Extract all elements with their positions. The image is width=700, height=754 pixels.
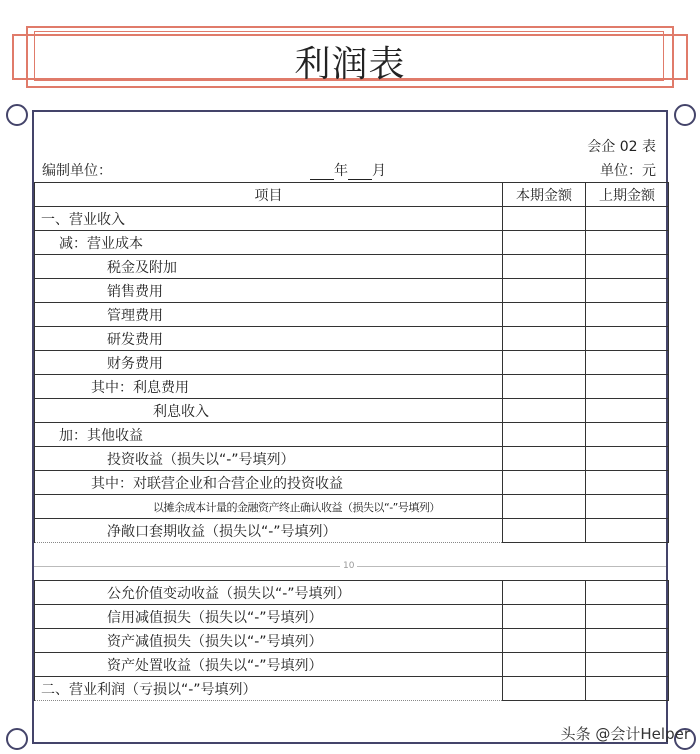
table-row <box>35 677 669 701</box>
row-item-label: 信用减值损失（损失以“-”号填列） <box>35 605 503 629</box>
previous-amount-cell[interactable] <box>586 581 669 605</box>
row-item-label: 公允价值变动收益（损失以“-”号填列） <box>35 581 503 605</box>
corner-ornament <box>6 104 28 126</box>
year-blank <box>310 165 334 180</box>
row-item-label: 二、营业利润（亏损以“-”号填列） <box>35 677 503 701</box>
previous-amount-cell[interactable] <box>586 255 669 279</box>
watermark: 头条 @会计Helper <box>560 725 690 743</box>
current-amount-cell[interactable] <box>503 327 586 351</box>
previous-amount-cell[interactable] <box>586 303 669 327</box>
page-number: 10 <box>340 561 357 571</box>
row-item-label: 其中：对联营企业和合营企业的投资收益 <box>35 471 503 495</box>
previous-amount-cell[interactable] <box>586 519 669 543</box>
row-item-label: 税金及附加 <box>35 255 503 279</box>
table-row <box>35 303 669 327</box>
current-amount-cell[interactable] <box>503 231 586 255</box>
row-item-label: 管理费用 <box>35 303 503 327</box>
current-amount-cell[interactable] <box>503 495 586 519</box>
table-row <box>35 629 669 653</box>
table-row <box>35 423 669 447</box>
current-amount-cell[interactable] <box>503 447 586 471</box>
year-label: 年 <box>334 163 348 179</box>
current-amount-cell[interactable] <box>503 207 586 231</box>
header-meta <box>42 160 656 180</box>
table-row <box>35 207 669 231</box>
current-amount-cell[interactable] <box>503 423 586 447</box>
row-item-label: 资产减值损失（损失以“-”号填列） <box>35 629 503 653</box>
org-label: 编制单位： <box>42 163 112 179</box>
month-blank <box>348 165 372 180</box>
row-item-label: 加：其他收益 <box>35 423 503 447</box>
current-amount-cell[interactable] <box>503 605 586 629</box>
table-row <box>35 231 669 255</box>
row-item-label: 销售费用 <box>35 279 503 303</box>
header-previous-amount: 上期金额 <box>586 183 669 207</box>
row-item-label: 利息收入 <box>35 399 503 423</box>
table-row <box>35 471 669 495</box>
table-row <box>35 399 669 423</box>
form-code: 会企 02 表 <box>587 139 656 155</box>
current-amount-cell[interactable] <box>503 255 586 279</box>
corner-ornament <box>6 728 28 750</box>
corner-ornament <box>674 104 696 126</box>
previous-amount-cell[interactable] <box>586 375 669 399</box>
table-row <box>35 519 669 543</box>
row-item-label: 一、营业收入 <box>35 207 503 231</box>
sheet-top-border <box>32 110 668 112</box>
previous-amount-cell[interactable] <box>586 231 669 255</box>
current-amount-cell[interactable] <box>503 519 586 543</box>
table-header-row <box>35 183 669 207</box>
income-statement-table <box>34 182 669 543</box>
previous-amount-cell[interactable] <box>586 447 669 471</box>
current-amount-cell[interactable] <box>503 471 586 495</box>
previous-amount-cell[interactable] <box>586 677 669 701</box>
table-row <box>35 605 669 629</box>
previous-amount-cell[interactable] <box>586 279 669 303</box>
table-row <box>35 447 669 471</box>
table-row <box>35 327 669 351</box>
current-amount-cell[interactable] <box>503 375 586 399</box>
current-amount-cell[interactable] <box>503 677 586 701</box>
previous-amount-cell[interactable] <box>586 423 669 447</box>
current-amount-cell[interactable] <box>503 629 586 653</box>
table-row <box>35 375 669 399</box>
row-item-label: 投资收益（损失以“-”号填列） <box>35 447 503 471</box>
month-label: 月 <box>372 163 386 179</box>
header-item: 项目 <box>35 183 503 207</box>
income-statement-table-continued <box>34 580 669 701</box>
row-item-label: 资产处置收益（损失以“-”号填列） <box>35 653 503 677</box>
previous-amount-cell[interactable] <box>586 605 669 629</box>
previous-amount-cell[interactable] <box>586 653 669 677</box>
previous-amount-cell[interactable] <box>586 495 669 519</box>
report-date <box>310 160 386 180</box>
table-row <box>35 279 669 303</box>
previous-amount-cell[interactable] <box>586 471 669 495</box>
row-item-label: 净敞口套期收益（损失以“-”号填列） <box>35 519 503 543</box>
title-banner <box>12 26 688 88</box>
table-row <box>35 495 669 519</box>
table-row <box>35 653 669 677</box>
previous-amount-cell[interactable] <box>586 351 669 375</box>
table-row <box>35 351 669 375</box>
previous-amount-cell[interactable] <box>586 399 669 423</box>
current-amount-cell[interactable] <box>503 279 586 303</box>
row-item-label: 财务费用 <box>35 351 503 375</box>
current-amount-cell[interactable] <box>503 303 586 327</box>
header-current-amount: 本期金额 <box>503 183 586 207</box>
row-item-label: 减：营业成本 <box>35 231 503 255</box>
current-amount-cell[interactable] <box>503 653 586 677</box>
previous-amount-cell[interactable] <box>586 327 669 351</box>
row-item-label: 研发费用 <box>35 327 503 351</box>
table-row <box>35 255 669 279</box>
previous-amount-cell[interactable] <box>586 629 669 653</box>
page-title: 利润表 <box>294 44 406 85</box>
current-amount-cell[interactable] <box>503 581 586 605</box>
row-item-label: 其中：利息费用 <box>35 375 503 399</box>
table-row <box>35 581 669 605</box>
current-amount-cell[interactable] <box>503 351 586 375</box>
row-item-label: 以摊余成本计量的金融资产终止确认收益（损失以“-”号填列） <box>35 495 503 519</box>
unit-label: 单位：元 <box>600 163 656 179</box>
previous-amount-cell[interactable] <box>586 207 669 231</box>
current-amount-cell[interactable] <box>503 399 586 423</box>
